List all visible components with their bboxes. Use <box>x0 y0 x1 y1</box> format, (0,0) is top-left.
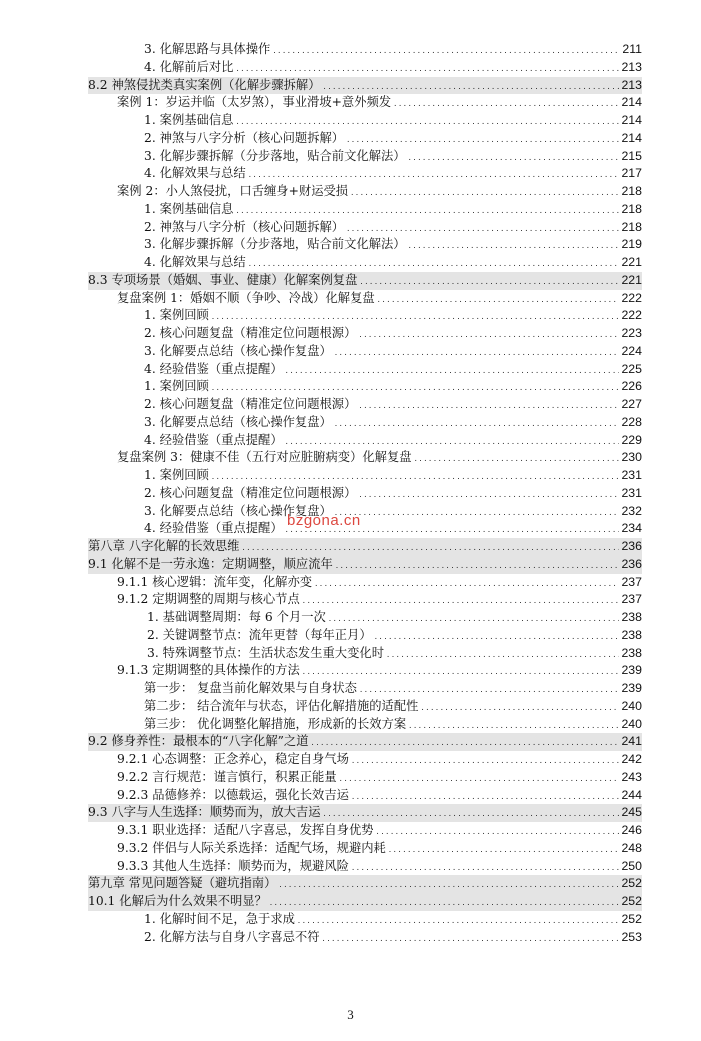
toc-page-number: 236 <box>621 539 642 553</box>
toc-page-number: 237 <box>621 592 642 607</box>
toc-entry[interactable] <box>88 432 642 450</box>
toc-entry[interactable] <box>88 272 642 290</box>
toc-entry[interactable] <box>88 680 642 698</box>
toc-leader-dots <box>388 842 620 860</box>
toc-entry-title: 4. 经验借鉴（重点提醒） <box>144 521 283 536</box>
toc-entry[interactable] <box>88 911 642 929</box>
toc-page-number: 240 <box>621 716 642 731</box>
toc-entry-title: 3. 化解要点总结（核心操作复盘） <box>144 414 332 429</box>
toc-leader-dots <box>351 860 620 878</box>
toc-entry-title: 9.2.2 言行规范：谨言慎行，积累正能量 <box>117 769 337 784</box>
toc-entry-title: 案例 2：小人煞侵扰，口舌缠身+财运受损 <box>117 184 349 198</box>
toc-entry[interactable] <box>88 236 642 254</box>
toc-page-number: 222 <box>621 308 642 323</box>
toc-leader-dots <box>302 593 620 611</box>
toc-entry[interactable] <box>88 219 642 237</box>
toc-page-number: 252 <box>621 911 642 926</box>
toc-page-number: 250 <box>621 858 642 873</box>
toc-page-number: 243 <box>621 769 642 784</box>
toc-entry-title: 2. 化解方法与自身八字喜忌不符 <box>144 929 320 944</box>
toc-entry-title: 9.1 化解不是一劳永逸：定期调整，顺应流年 <box>88 556 333 571</box>
toc-leader-dots <box>408 238 620 256</box>
toc-page-number: 221 <box>621 272 642 287</box>
toc-page-number: 232 <box>621 503 642 518</box>
toc-page-number: 222 <box>621 290 642 305</box>
toc-leader-dots <box>278 877 619 895</box>
toc-leader-dots <box>351 789 620 807</box>
toc-page-number: 248 <box>621 840 642 855</box>
toc-page-number: 214 <box>621 130 642 145</box>
toc-entry[interactable] <box>88 201 642 219</box>
toc-entry[interactable] <box>88 130 642 148</box>
toc-page-number: 218 <box>621 201 642 216</box>
toc-page-number: 238 <box>621 627 642 642</box>
toc-entry-title: 1. 化解时间不足，急于求成 <box>144 911 295 926</box>
toc-entry-title: 10.1 化解后为什么效果不明显？ <box>88 894 267 908</box>
toc-entry-title: 1. 案例回顾 <box>144 379 209 394</box>
toc-entry-title: 9.3.2 伴侣与人际关系选择：适配气场，规避内耗 <box>117 840 386 855</box>
toc-entry-title: 9.3 八字与人生选择：顺势而为，放大吉运 <box>88 805 321 820</box>
toc-entry[interactable] <box>88 751 642 769</box>
toc-page-number: 231 <box>621 468 642 482</box>
toc-page-number: 211 <box>622 42 642 56</box>
toc-entry-title: 1. 案例回顾 <box>144 468 209 482</box>
toc-leader-dots <box>285 363 620 381</box>
toc-entry[interactable] <box>88 645 642 663</box>
toc-leader-dots <box>358 398 619 416</box>
toc-page-number: 213 <box>621 77 642 92</box>
toc-entry[interactable] <box>88 538 642 556</box>
toc-entry-title: 1. 案例基础信息 <box>144 113 234 127</box>
toc-entry-title: 2. 核心问题复盘（精准定位问题根源） <box>144 326 357 340</box>
toc-leader-dots <box>420 700 619 718</box>
toc-page-number: 237 <box>621 574 642 589</box>
toc-entry[interactable] <box>88 698 642 716</box>
toc-entry-title: 第一步： 复盘当前化解效果与自身状态 <box>144 681 357 695</box>
watermark: bzgona.cn <box>287 512 361 529</box>
toc-leader-dots <box>335 558 620 576</box>
toc-entry-title: 4. 经验借鉴（重点提醒） <box>144 432 283 447</box>
toc-entry[interactable] <box>88 467 642 485</box>
toc-leader-dots <box>269 895 620 913</box>
toc-page-number: 214 <box>621 95 642 110</box>
toc-page-number: 244 <box>621 787 642 802</box>
toc-entry[interactable] <box>88 503 642 521</box>
toc-entry-title: 1. 案例基础信息 <box>144 201 234 216</box>
toc-entry-title: 第九章 常见问题答疑（避坑指南） <box>88 876 277 891</box>
toc-entry[interactable] <box>88 804 642 822</box>
toc-leader-dots <box>374 629 620 647</box>
toc-page-number: 253 <box>621 929 642 944</box>
toc-page-number: 240 <box>621 698 642 713</box>
toc-entry-title: 4. 经验借鉴（重点提醒） <box>144 361 283 376</box>
toc-entry[interactable] <box>88 307 642 325</box>
toc-leader-dots <box>311 735 620 753</box>
toc-entry-title: 4. 化解前后对比 <box>144 59 234 74</box>
toc-entry[interactable] <box>88 556 642 574</box>
toc-entry[interactable] <box>88 591 642 609</box>
toc-entry-title: 2. 神煞与八字分析（核心问题拆解） <box>144 130 345 145</box>
toc-entry[interactable] <box>88 609 642 627</box>
toc-entry[interactable] <box>88 165 642 183</box>
toc-page-number: 218 <box>621 219 642 234</box>
toc-entry[interactable] <box>88 396 642 414</box>
toc-entry[interactable] <box>88 290 642 308</box>
toc-entry[interactable] <box>88 343 642 361</box>
toc-entry[interactable] <box>88 378 642 396</box>
toc-leader-dots <box>376 824 620 842</box>
toc-entry[interactable] <box>88 414 642 432</box>
toc-page-number: 230 <box>621 450 642 465</box>
toc-entry-title: 9.3.3 其他人生选择：顺势而为，规避风险 <box>117 858 349 873</box>
toc-leader-dots <box>334 505 620 523</box>
toc-page-number: 231 <box>621 485 642 500</box>
toc-leader-dots <box>314 576 619 594</box>
toc-entry[interactable] <box>88 77 642 95</box>
toc-entry[interactable] <box>88 875 642 893</box>
toc-page-number: 238 <box>621 610 642 624</box>
toc-entry-title: 3. 化解思路与具体操作 <box>144 42 271 56</box>
toc-entry[interactable] <box>88 769 642 787</box>
toc-entry-title: 2. 神煞与八字分析（核心问题拆解） <box>144 219 345 234</box>
toc-entry-title: 3. 化解要点总结（核心操作复盘） <box>144 343 332 358</box>
toc-entry-title: 第八章 八字化解的长效思维 <box>88 539 240 553</box>
toc-page-number: 227 <box>621 397 642 411</box>
toc-page-number: 213 <box>621 59 642 74</box>
toc-page-number: 239 <box>621 663 642 678</box>
toc-entry-title: 4. 化解效果与总结 <box>144 255 246 269</box>
toc-page-number: 218 <box>621 184 642 198</box>
toc-page-number: 215 <box>621 148 642 163</box>
toc-entry-title: 复盘案例 3：健康不佳（五行对应脏腑病变）化解复盘 <box>117 450 412 465</box>
toc-leader-dots <box>350 185 619 203</box>
toc-entry[interactable] <box>88 716 642 734</box>
toc-entry-title: 案例 1：岁运并临（太岁煞），事业滑坡+意外频发 <box>117 95 392 110</box>
toc-page-number: 246 <box>621 823 642 837</box>
toc-entry[interactable] <box>88 858 642 876</box>
toc-leader-dots <box>322 931 620 949</box>
toc-page-number: 239 <box>621 681 642 695</box>
toc-entry[interactable] <box>88 94 642 112</box>
toc-entry-title: 8.3 专项场景（婚姻、事业、健康）化解案例复盘 <box>88 272 358 287</box>
toc-entry[interactable] <box>88 449 642 467</box>
toc-leader-dots <box>408 718 619 736</box>
toc-leader-dots <box>359 274 619 292</box>
toc-leader-dots <box>358 327 619 345</box>
toc-entry-title: 9.3.1 职业选择：适配八字喜忌，发挥自身优势 <box>117 823 374 837</box>
toc-leader-dots <box>377 292 620 310</box>
toc-entry-title: 9.1.1 核心逻辑：流年变，化解亦变 <box>117 574 313 589</box>
toc-entry[interactable] <box>88 59 642 77</box>
toc-page-number: 219 <box>621 237 642 252</box>
toc-page-number: 241 <box>621 734 642 749</box>
toc-leader-dots <box>339 771 620 789</box>
toc-entry-title: 第三步： 优化调整化解措施，形成新的长效方案 <box>144 716 407 731</box>
toc-entry-title: 第二步： 结合流年与状态，评估化解措施的适配性 <box>144 698 419 713</box>
toc-entry[interactable] <box>88 361 642 379</box>
toc-leader-dots <box>351 753 620 771</box>
toc-page-number: 229 <box>621 432 642 447</box>
toc-page-number: 238 <box>621 645 642 660</box>
toc-entry[interactable] <box>88 112 642 130</box>
toc-entry-title: 9.2.3 品德修养：以德载运，强化长效吉运 <box>117 787 349 802</box>
toc-entry[interactable] <box>88 929 642 947</box>
toc-entry[interactable] <box>88 893 642 911</box>
table-of-contents <box>88 41 642 946</box>
toc-page-number: 223 <box>621 326 642 340</box>
toc-page-number: 242 <box>621 752 642 766</box>
toc-page-number: 228 <box>621 414 642 429</box>
toc-page-number: 224 <box>621 343 642 358</box>
toc-entry-title: 复盘案例 1：婚姻不顺（争吵、冷战）化解复盘 <box>117 290 375 305</box>
toc-entry[interactable] <box>88 41 642 59</box>
toc-entry[interactable] <box>88 520 642 538</box>
toc-entry-title: 3. 化解步骤拆解（分步落地，贴合前文化解法） <box>144 237 406 252</box>
toc-page-number: 252 <box>621 894 642 908</box>
toc-entry-title: 3. 化解要点总结（核心操作复盘） <box>144 503 332 518</box>
toc-page-number: 217 <box>621 166 642 181</box>
toc-entry[interactable] <box>88 787 642 805</box>
toc-page-number: 245 <box>621 805 642 820</box>
toc-page-number: 252 <box>621 876 642 891</box>
toc-entry[interactable] <box>88 183 642 201</box>
toc-leader-dots <box>408 150 620 168</box>
toc-entry-title: 4. 化解效果与总结 <box>144 166 246 181</box>
toc-entry-title: 3. 特殊调整节点：生活状态发生重大变化时 <box>147 645 384 660</box>
toc-entry-title: 9.1.3 定期调整的具体操作的方法 <box>117 663 300 678</box>
toc-entry-title: 9.2.1 心态调整：正念养心，稳定自身气场 <box>117 752 349 766</box>
toc-entry[interactable] <box>88 627 642 645</box>
toc-entry[interactable] <box>88 840 642 858</box>
toc-leader-dots <box>386 647 619 665</box>
toc-entry[interactable] <box>88 148 642 166</box>
toc-leader-dots <box>334 416 620 434</box>
toc-entry-title: 9.2 修身养性：最根本的“八字化解”之道 <box>88 734 309 749</box>
toc-entry[interactable] <box>88 662 642 680</box>
toc-page-number: 234 <box>621 521 642 536</box>
toc-entry-title: 9.1.2 定期调整的周期与核心节点 <box>117 592 300 607</box>
toc-entry-title: 2. 核心问题复盘（精准定位问题根源） <box>144 485 357 500</box>
toc-entry-title: 3. 化解步骤拆解（分步落地，贴合前文化解法） <box>144 148 406 163</box>
toc-leader-dots <box>393 96 619 114</box>
toc-entry[interactable] <box>88 485 642 503</box>
toc-entry[interactable] <box>88 574 642 592</box>
toc-entry-title: 2. 核心问题复盘（精准定位问题根源） <box>144 397 357 411</box>
page-number: 3 <box>347 1007 354 1022</box>
toc-page-number: 214 <box>621 113 642 127</box>
toc-leader-dots <box>297 913 620 931</box>
toc-entry[interactable] <box>88 254 642 272</box>
toc-leader-dots <box>272 43 620 61</box>
toc-entry-title: 2. 关键调整节点：流年更替（每年正月） <box>147 627 372 642</box>
toc-entry[interactable] <box>88 325 642 343</box>
toc-entry[interactable] <box>88 822 642 840</box>
toc-page-number: 221 <box>621 255 642 269</box>
toc-leader-dots <box>414 451 620 469</box>
toc-entry-title: 1. 基础调整周期：每 6 个月一次 <box>147 610 326 624</box>
toc-entry[interactable] <box>88 733 642 751</box>
toc-page-number: 226 <box>621 379 642 394</box>
toc-entry-title: 8.2 神煞侵扰类真实案例（化解步骤拆解） <box>88 77 321 92</box>
toc-page-number: 225 <box>621 361 642 376</box>
toc-leader-dots <box>334 345 620 363</box>
toc-entry-title: 1. 案例回顾 <box>144 308 209 323</box>
toc-page-number: 236 <box>621 556 642 571</box>
toc-leader-dots <box>358 487 619 505</box>
